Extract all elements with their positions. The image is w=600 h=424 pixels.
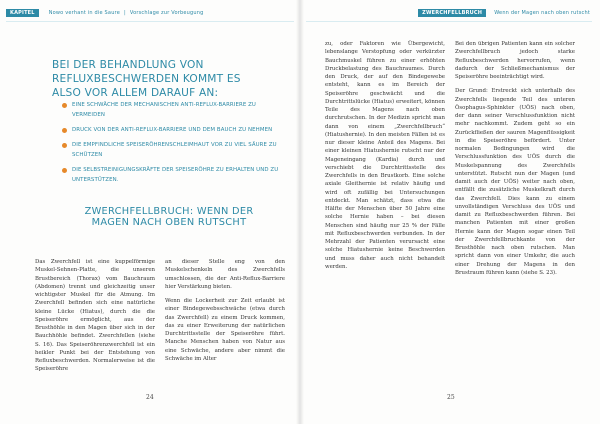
bullet-dot-icon (62, 103, 67, 108)
page-number-right: 25 (447, 394, 455, 401)
list-item: DRUCK VON DER ANTI-REFLUX-BARRIERE UND DEM BAUCH ZU NEHMEN (62, 125, 282, 135)
paragraph: an dieser Stelle eng von den Muskelschenkeln des Zwerchfells umschlossen, die der Anti-Reflux-Barriere hier Verstärkung bieten. (165, 259, 285, 290)
bullet-dot-icon (62, 128, 67, 133)
list-item: EINE SCHWÄCHE DER MECHANISCHEN ANTI-REFLUX-BARRIERE ZU VERMEIDEN (62, 100, 282, 120)
paragraph: zu, oder Faktoren wie Übergewicht, lebenslange Verstopfung oder verkürzter Bauchmuskel führen zu einer erhöhten Druckbelastung des Bauchraumes. Durch den Druck, der auf den Bindegewebe entsteht, kann es im Bereich der Speiseröhre geschwächt und die Durchtrittslücke (Hiatus) erweitert, können Teile des Magens nach oben durchrutschen. In der Medizin spricht man dann von einem „Zwerchfellbruch“ (Hiatushernie). In den meisten Fällen ist es nur dieser kleine Anteil des Magens. Bei einer kleinen Hiatushernie rutscht nur der Mageneingang (Kardia) durch und verschiebt die Durchtrittsstelle des Zwerchfells in den Brustkorb. Eine solche axiale Gleithernie ist relativ häufig und wird oft zufällig bei Untersuchungen entdeckt. Man schätzt, dass etwa die Hälfte der Menschen über 50 Jahre eine solche Hernie haben – bei diesen Menschen sind häufig nur 25 % der Fälle mit Refluxbeschwerden verbunden. In der Mehrzahl der Patienten verursacht eine solche Hiatushernie keine Beschwerden und muss daher auch nicht behandelt werden. (325, 41, 445, 270)
body-column-3 (325, 40, 445, 350)
paragraph: Das Zwerchfell ist eine kuppelförmige Muskel-Sehnen-Platte, die unseren Brustbereich (Thorax) vom Bauchraum (Abdomen) trennt und gleichzeitig unser wichtigster Muskel für die Atmung. Im Zwerchfell befinden sich eine natürliche kleine Lücke (Hiatus), durch die die Speiseröhre ermöglicht, aus der Brusthöhle in den Magen über sich in der Bauchhöhle befindet. Zwerchfellen (siehe S. 16). Das Speiseröhrenzwerchfell ist ein heikler Punkt bei der Entstehung von Refluxbeschwerden. Normalerweise ist die Speiseröhre (35, 259, 155, 373)
right-running-header (418, 8, 590, 17)
body-column-1 (35, 258, 155, 388)
section-heading: ZWERCHFELLBRUCH: WENN DER MAGEN NACH OBEN RUTSCHT (84, 206, 254, 228)
header-breadcrumb-2: Vorschlage zur Vorbeugung (129, 9, 204, 16)
body-column-4 (455, 40, 575, 350)
paragraph: Wenn die Lockerheit zur Zeit erlaubt ist einer Bindegewebsschwäche (etwa durch das Zwerchfell) zu einem Druck kommen, das zu einer Erweiterung der natürlichen Durchtrittsstelle der Speiseröhre führt. Manche Menschen haben von Natur aus eine Schwäche, andere aber nimmt die Schwäche im Alter (165, 298, 285, 362)
bullet-dot-icon (62, 143, 67, 148)
paragraph: Der Grund: Erstreckt sich unterhalb des Zwerchfells liegende Teil des unteren Ösophagus-Sphinkter (UÖS) nach oben, der dann seiner Verschlussfunktion nicht mehr nachkommt. Zudem geht so ein Zurückfließen der sauren Magenflüssigkeit in die Speiseröhre befördert. Unter normalen Bedingungen wird die Verschlussfunktion des UÖS durch die Muskelspannung des Zwerchfells unterstützt. Rutscht nun der Magen (und damit auch der UÖS) weiter nach oben, entfällt die zusätzliche Muskelkraft durch das Zwerchfell. Dies kann zu einem unvollständigen Verschluss des UÖS und damit zu Refluxbeschwerden führen. Bei manchen Patienten mit einer großen Hernie kann der Magen sogar einen Teil der Zwerchfellbruchkante von der Brusthöhle nach oben rutschen. Man spricht dann von einer Umkehr, die auch einer Drehung der Magens in den Brustraum führen kann (siehe S. 23). (455, 88, 575, 276)
left-running-header (6, 8, 204, 17)
bullet-dot-icon (62, 168, 67, 173)
header-breadcrumb-1: Nowo verhant in die Saure (48, 9, 120, 16)
page-gutter (296, 0, 304, 424)
left-header-rule (6, 21, 294, 22)
list-item: DIE SELBSTREINIGUNGSKRÄFTE DER SPEISERÖHRE ZU ERHALTEN UND ZU UNTERSTÜTZEN. (62, 165, 282, 185)
right-header-rule (306, 21, 592, 22)
page-number-left: 24 (146, 394, 154, 401)
pull-quote: BEI DER BEHANDLUNG VON REFLUXBESCHWERDEN KOMMT ES ALSO VOR ALLEM DARAUF AN: (52, 59, 241, 99)
section-tag: ZWERCHFELLBRUCH (418, 9, 486, 17)
paragraph: Bei den übrigen Patienten kann ein solcher Zwerchfellbruch jedoch starke Refluxbeschwerden hervorrufen, wenn dadurch der Schließmechanismus der Speiseröhre beeinträchtigt wird. (455, 41, 575, 80)
header-separator: | (123, 9, 126, 16)
body-column-2 (165, 258, 285, 388)
chapter-tag: KAPITEL (6, 9, 39, 17)
header-section-title: Wenn der Magen nach oben rutscht (494, 9, 590, 16)
list-item: DIE EMPFINDLICHE SPEISERÖHRENSCHLEIMHAUT VOR ZU VIEL SÄURE ZU SCHÜTZEN (62, 140, 282, 160)
recommendation-list (62, 100, 282, 190)
